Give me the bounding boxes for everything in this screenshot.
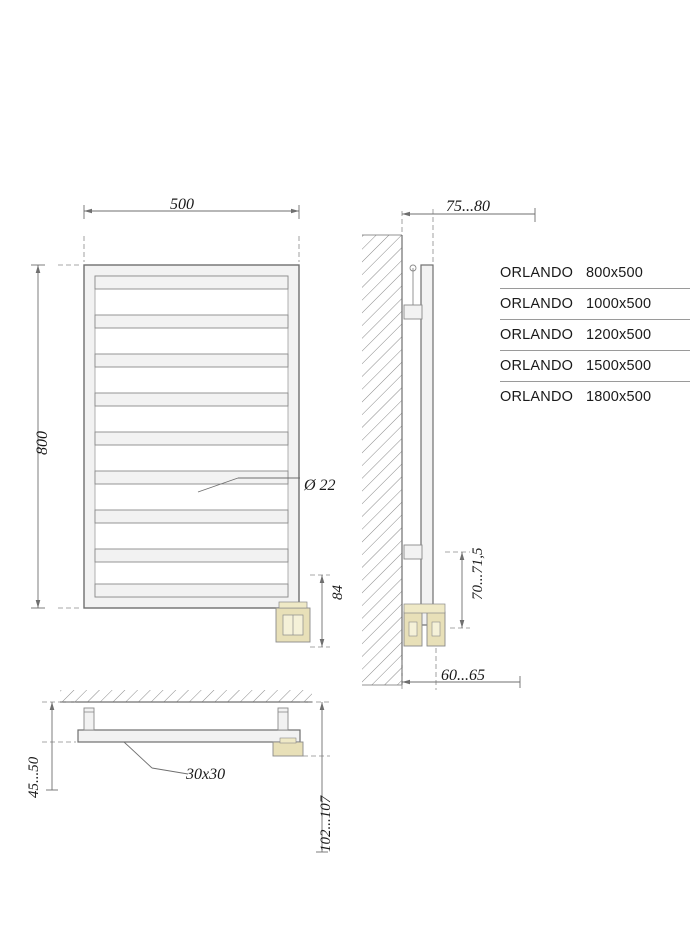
dim-label-front-width: 500 (170, 196, 194, 213)
dim-label-front-height: 800 (34, 431, 51, 455)
list-item (500, 382, 690, 412)
model-name: ORLANDO (500, 327, 574, 343)
model-size: 1800x500 (586, 389, 652, 405)
dim-label-side-valve-offset: 60...65 (441, 667, 485, 684)
list-item (500, 289, 690, 320)
dim-label-tube-profile: 30x30 (186, 766, 226, 783)
dim-label-front-lower-offset: 84 (330, 585, 346, 600)
list-item (500, 351, 690, 382)
dim-plan-depth (42, 702, 76, 790)
dim-label-tube-diameter: Ø 22 (304, 477, 336, 494)
front-elevation-view (31, 205, 330, 647)
side-bracket-lower (404, 545, 422, 559)
model-name: ORLANDO (500, 265, 574, 281)
list-item (500, 320, 690, 351)
dim-side-bracket-height (445, 552, 470, 628)
tube-set (95, 276, 288, 597)
front-valve-assembly (276, 602, 310, 642)
model-size: 1500x500 (586, 358, 652, 374)
dim-side-wall-offset (402, 208, 535, 262)
list-item (500, 258, 690, 289)
dim-label-side-wall-offset: 75...80 (446, 198, 490, 215)
model-name: ORLANDO (500, 389, 574, 405)
dim-label-side-bracket-height: 70...71,5 (470, 547, 486, 600)
dim-front-lower-offset (310, 575, 330, 647)
model-size: 800x500 (586, 265, 644, 281)
model-name: ORLANDO (500, 296, 574, 312)
side-bracket-upper (404, 265, 422, 319)
model-name: ORLANDO (500, 358, 574, 374)
dim-label-plan-depth: 45...50 (26, 756, 42, 798)
model-list (500, 258, 690, 412)
plan-brackets (84, 708, 288, 730)
model-size: 1200x500 (586, 327, 652, 343)
model-size: 1000x500 (586, 296, 652, 312)
dim-label-plan-total: 102...107 (318, 795, 334, 852)
